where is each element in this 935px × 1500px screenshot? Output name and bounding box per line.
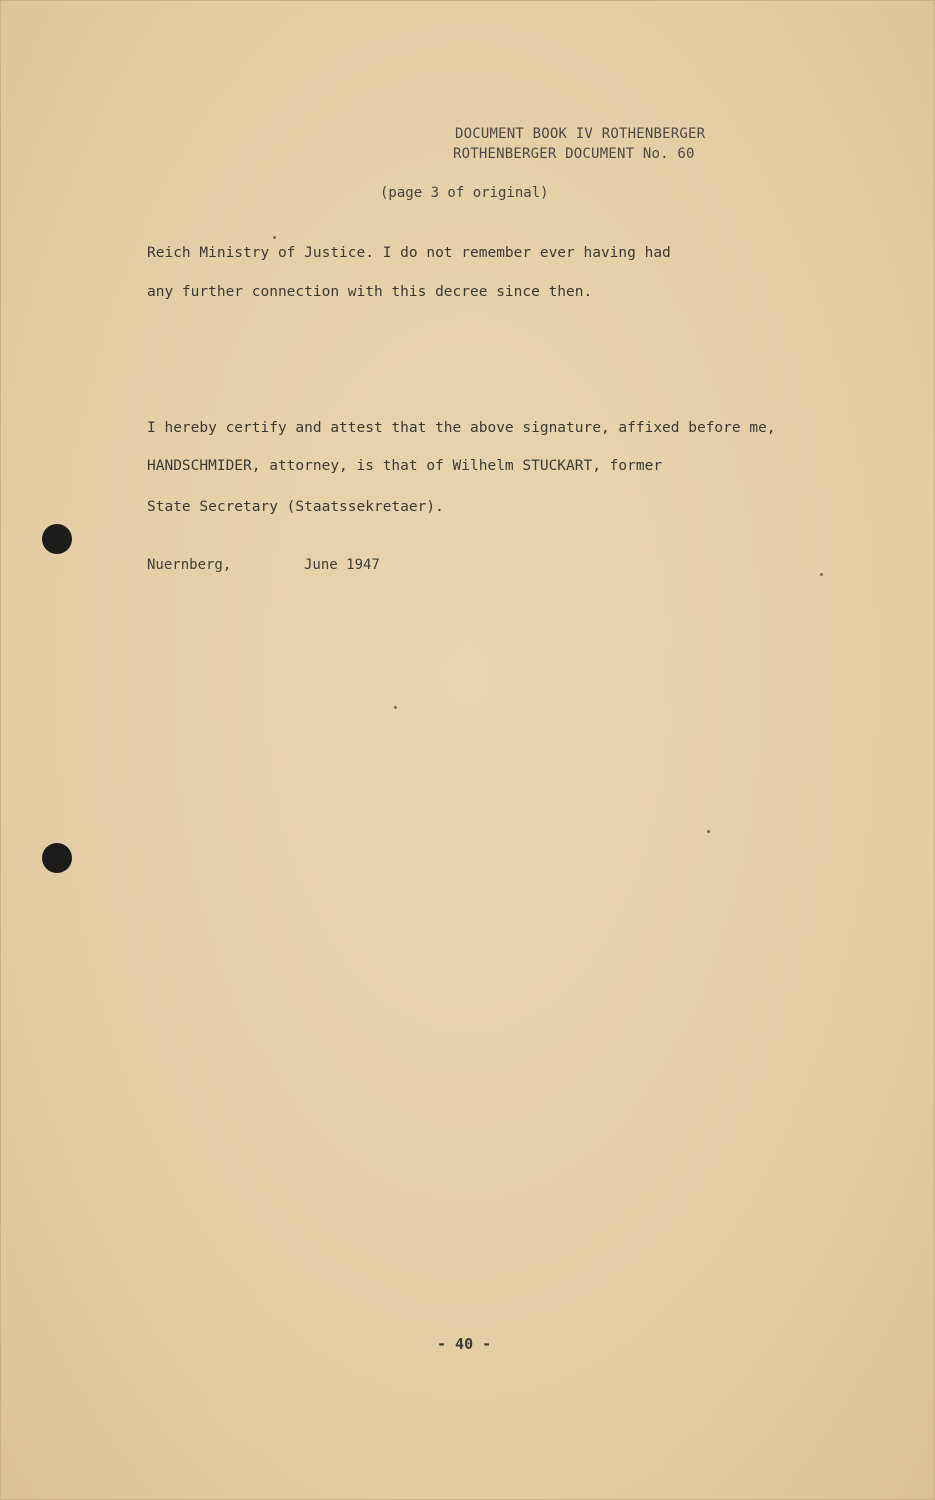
document-number-header: ROTHENBERGER DOCUMENT No. 60	[453, 146, 695, 162]
page-number: - 40 -	[437, 1335, 492, 1353]
certification-text-line: I hereby certify and attest that the above signature, affixed before me,	[147, 420, 776, 436]
paper-speck	[707, 830, 710, 833]
date-of-signing: June 1947	[304, 557, 380, 573]
certification-text-line: State Secretary (Staatssekretaer).	[147, 499, 444, 515]
punch-hole-top	[42, 524, 72, 554]
paper-speck	[394, 706, 397, 709]
page-of-original-note: (page 3 of original)	[380, 185, 549, 201]
body-text-line: any further connection with this decree since then.	[147, 284, 593, 300]
place-of-signing: Nuernberg,	[147, 557, 232, 573]
certification-text-line: HANDSCHMIDER, attorney, is that of Wilhelm STUCKART, former	[147, 458, 663, 474]
punch-hole-bottom	[42, 843, 72, 873]
paper-speck	[820, 573, 823, 576]
body-text-line: Reich Ministry of Justice. I do not remember ever having had	[147, 245, 671, 261]
paper-speck	[273, 236, 276, 239]
document-book-header: DOCUMENT BOOK IV ROTHENBERGER	[455, 126, 706, 142]
